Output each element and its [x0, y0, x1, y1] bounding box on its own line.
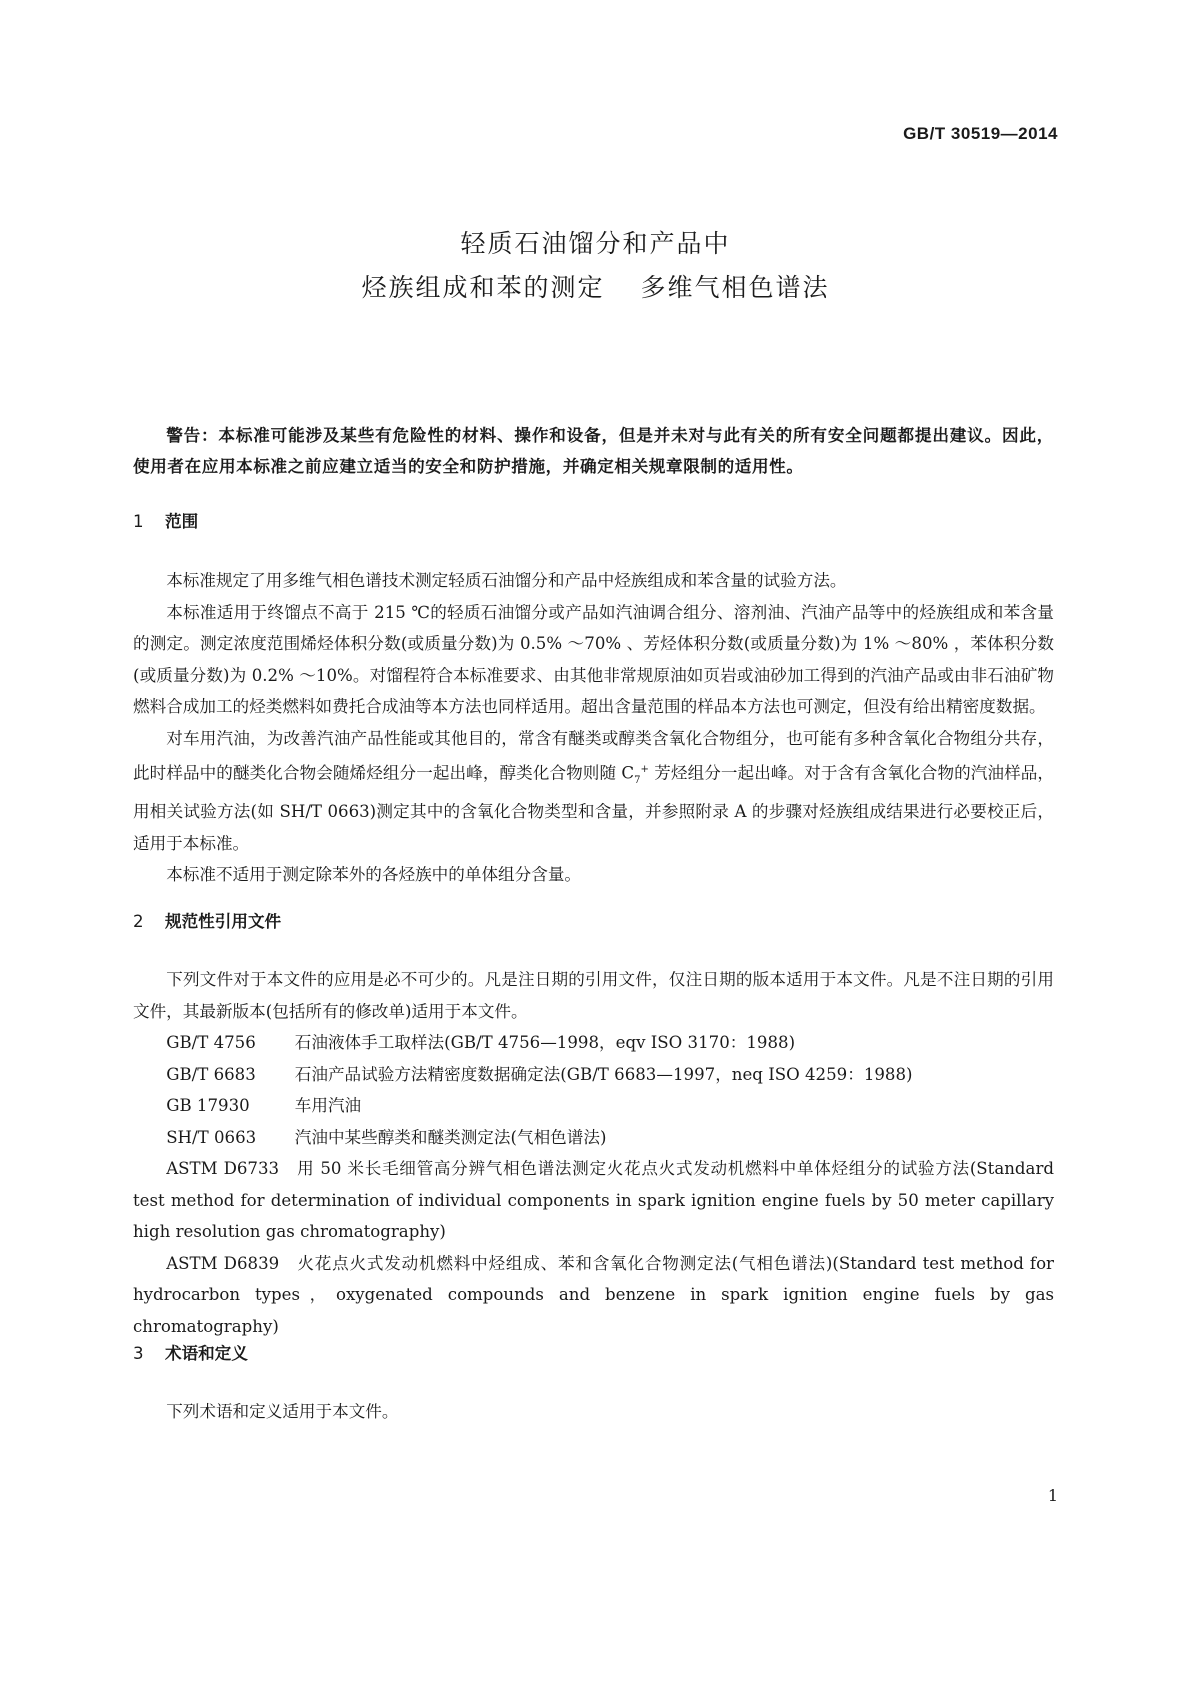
subscript-7: 7 — [634, 774, 641, 786]
title-line-2-part-2: 多维气相色谱法 — [640, 273, 830, 302]
page-number: 1 — [1047, 1486, 1058, 1505]
section-2-intro: 下列文件对于本文件的应用是必不可少的。凡是注日期的引用文件，仅注日期的版本适用于本文件。凡是不注日期的引用文件，其最新版本(包括所有的修改单)适用于本文件。 — [133, 970, 1054, 1021]
reference-item — [133, 1027, 1054, 1059]
reference-item — [133, 1059, 1054, 1091]
section-3-title: 术语和定义 — [165, 1344, 248, 1363]
section-2-number: 2 — [133, 912, 144, 931]
section-2-heading — [133, 908, 281, 932]
reference-item — [133, 1122, 1054, 1154]
title-line-2-part-1: 烃族组成和苯的测定 — [361, 273, 605, 302]
reference-item — [133, 1090, 1054, 1122]
section-1-paragraph-2: 本标准适用于终馏点不高于 215 ℃的轻质石油馏分或产品如汽油调合组分、溶剂油、汽油产品等中的烃族组成和苯含量的测定。测定浓度范围烯烃体积分数(或质量分数)为 0.5% ～70% 、芳烃体积分数(或质量分数)为 1% ～80% ，苯体积分数(或质量分数)为 0.2% ～10%。对馏程符合本标准要求、由其他非常规原油如页岩或油砂加工得到的汽油产品或由非石油矿物燃料合成加工的烃类燃料如费托合成油等本方法也同样适用。超出含量范围的样品本方法也可测定，但没有给出精密度数据。 — [133, 602, 1054, 716]
reference-code: GB/T 6683 — [166, 1064, 256, 1084]
reference-title: 汽油中某些醇类和醚类测定法(气相色谱法) — [294, 1127, 607, 1147]
section-2-body — [133, 964, 1054, 1342]
reference-title: 车用汽油 — [294, 1096, 362, 1115]
section-3-heading — [133, 1340, 248, 1364]
section-2-title: 规范性引用文件 — [165, 912, 282, 931]
standard-number: GB/T 30519—2014 — [903, 124, 1058, 143]
reference-code: SH/T 0663 — [166, 1127, 257, 1147]
section-1-title: 范围 — [165, 512, 199, 531]
reference-astm-d6733: ASTM D6733 用 50 米长毛细管高分辨气相色谱法测定火花点火式发动机燃料中单体烃组分的试验方法(Standard test method for determination of individual components in spark ignition engine fuels by 50 meter capillary high resolution gas chromatography) — [133, 1159, 1054, 1241]
section-1-paragraph-3-text-a: 对车用汽油，为改善汽油产品性能或其他目的，常含有醚类或醇类含氧化合物组分，也可能有多种含氧化合物组分共存，此时样品中的醚类化合物会随烯烃组分一起出峰，醇类化合物则随 C — [133, 728, 1054, 783]
section-3-number: 3 — [133, 1344, 144, 1363]
section-1-paragraph-4: 本标准不适用于测定除苯外的各烃族中的单体组分含量。 — [166, 865, 582, 885]
section-1-paragraph-3-text-b: 芳烃组分一起出峰。对于含有含氧化合物的汽油样品，用相关试验方法(如 SH/T 0663)测定其中的含氧化合物类型和含量，并参照附录 A 的步骤对烃族组成结果进行必要校正后，适用于本标准。 — [133, 763, 1054, 853]
reference-title: 石油液体手工取样法(GB/T 4756—1998，eqv ISO 3170：1988) — [294, 1033, 796, 1052]
section-1-paragraph-3 — [133, 723, 1054, 860]
document-title — [0, 222, 1191, 310]
warning-paragraph: 警告：本标准可能涉及某些有危险性的材料、操作和设备，但是并未对与此有关的所有安全问题都提出建议。因此，使用者在应用本标准之前应建立适当的安全和防护措施，并确定相关规章限制的适用性。 — [133, 426, 1054, 476]
reference-astm-d6839: ASTM D6839 火花点火式发动机燃料中烃组成、苯和含氧化合物测定法(气相色谱法)(Standard test method for hydrocarbon types，oxygenated compounds and benzene in spark ignition engine fuels by gas chromatography) — [133, 1253, 1054, 1336]
section-1-number: 1 — [133, 512, 144, 531]
section-3-intro: 下列术语和定义适用于本文件。 — [166, 1402, 399, 1421]
section-1-heading — [133, 508, 198, 532]
reference-title: 石油产品试验方法精密度数据确定法(GB/T 6683—1997，neq ISO 4259：1988) — [294, 1064, 913, 1084]
reference-code: GB/T 4756 — [166, 1033, 256, 1052]
section-3-body — [133, 1396, 1054, 1428]
reference-code: GB 17930 — [166, 1096, 250, 1115]
title-line-2 — [0, 266, 1191, 310]
superscript-plus: + — [640, 764, 649, 775]
section-1-paragraph-1: 本标准规定了用多维气相色谱技术测定轻质石油馏分和产品中烃族组成和苯含量的试验方法。 — [166, 571, 847, 590]
section-1-body — [133, 565, 1054, 891]
title-line-1: 轻质石油馏分和产品中 — [460, 229, 731, 258]
